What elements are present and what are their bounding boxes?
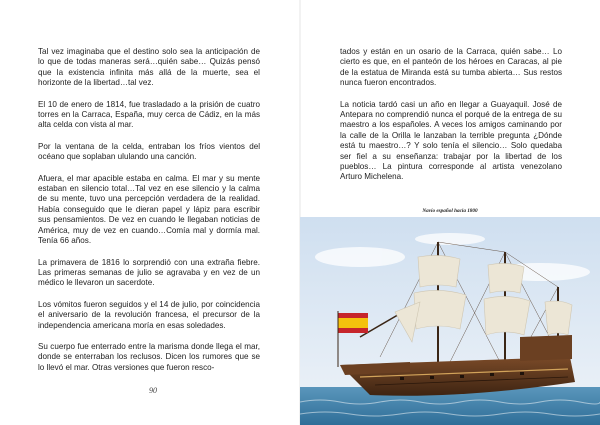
left-text-column [38, 47, 260, 384]
spanish-galleon-photo [300, 217, 600, 425]
paragraph: La primavera de 1816 lo sorprendió con una extraña fiebre. Las primeras semanas de julio se agravaba y en vez de un médico le llevaron un sacerdote. [38, 257, 260, 288]
paragraph: La noticia tardó casi un año en llegar a Guayaquil. José de Antepara no comprendió nunca el porqué de la entrega de su maestro a los españoles. A veces los amigos caminando por la calle de la Orilla le lanzaban la terrible pregunta ¿Dónde está tu maestro…? Y solo tenía el silencio… Solo quedaba ser fiel a su enseñanza: trabajar por la libertad de los pueblos… La pintura corresponde al artista venezolano Arturo Michelena. [340, 99, 562, 182]
page-number: 90 [149, 386, 157, 395]
paragraph: Por la ventana de la celda, entraban los fríos vientos del océano que soplaban ululando una canción. [38, 141, 260, 162]
paragraph: El 10 de enero de 1814, fue trasladado a la prisión de cuatro torres en la Carraca, España, muy cerca de Cádiz, en la más alta celda con vista al mar. [38, 99, 260, 130]
image-caption: Navío español hacia 1800 [422, 208, 478, 214]
paragraph: Afuera, el mar apacible estaba en calma. El mar y su mente estaban en silencio total…Tal vez en ese silencio y la calma de su mente, tuvo una percepción verdadera de la realidad. Había conseguido que le dieran papel y lápiz para escribir sus pensamientos. De vez en cuando le llegaban noticias de América, muy de vez en cuando…Comía mal y dormía mal. Tenía 66 años. [38, 173, 260, 246]
paragraph: Tal vez imaginaba que el destino solo sea la anticipación de lo que de todas maneras será…quién sabe… Quizás pensó que la existencia infinita más allá de la muerte, sea el horizonte de la libertad…tal vez. [38, 47, 260, 88]
paragraph: Los vómitos fueron seguidos y el 14 de julio, por coincidencia el aniversario de la revolución francesa, el precursor de la independencia americana moría en esas soledades. [38, 299, 260, 330]
paragraph: Su cuerpo fue enterrado entre la marisma donde llega el mar, donde se enterraban los reclusos. Dicen los rumores que se lo llevó el mar. Otras versiones que fueron resco- [38, 341, 260, 372]
right-text-column [340, 47, 562, 194]
paragraph: tados y están en un osario de la Carraca, quién sabe… Lo cierto es que, en el panteón de los héroes en Caracas, al pie de la estatua de Miranda está su tumba abierta… Sus restos nunca fueron encontrados. [340, 47, 562, 88]
